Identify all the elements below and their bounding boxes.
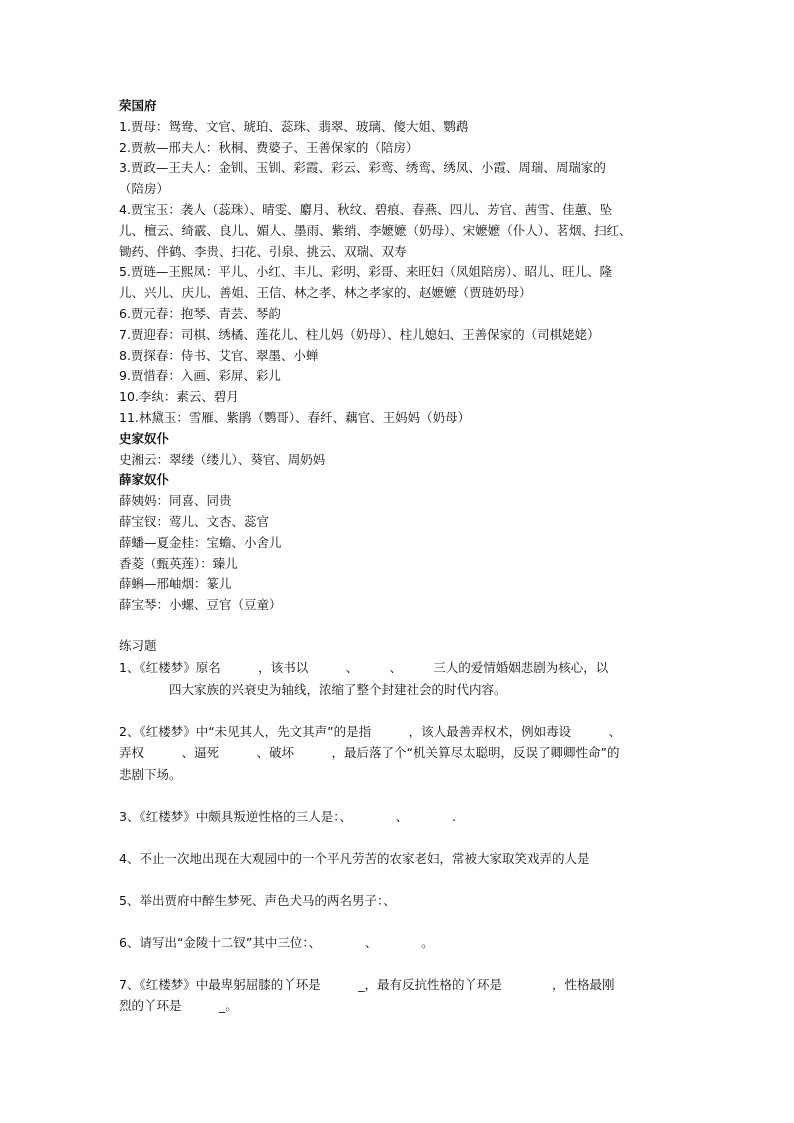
question-line: 2、《红楼梦》中“未见其人，先文其声”的是指 ，该人最善弄权术，例如毒设 、 — [119, 723, 622, 739]
list-item: 8.贾探春：侍书、艾官、翠墨、小蝉 — [119, 347, 319, 363]
question-line: 3、《红楼梦》中颇具叛逆性格的三人是：、 、 . — [119, 808, 456, 824]
list-item: 儿、檀云、绮霰、良儿、媚人、墨雨、紫绡、李嬷嬷（奶母）、宋嬷嬷（仆人）、茗烟、扫红、 — [119, 222, 632, 238]
document-page — [119, 96, 679, 1017]
list-item: （陪房） — [119, 181, 170, 197]
question-line: 四大家族的兴衰史为轴线，浓缩了整个封建社会的时代内容。 — [119, 681, 507, 697]
question-2 — [119, 721, 679, 786]
list-item: 4.贾宝玉：袭人（蕊珠）、晴雯、麝月、秋纹、碧痕、春燕、四儿、芳官、茜雪、佳蕙、坠 — [119, 201, 613, 217]
question-line: 悲剧下场。 — [119, 766, 182, 782]
list-item: 薛蟠—夏金桂：宝蟾、小舍儿 — [119, 534, 282, 550]
question-3 — [119, 806, 679, 828]
section-heading-shijia: 史家奴仆 — [119, 430, 170, 446]
question-5 — [119, 890, 679, 912]
question-1 — [119, 657, 679, 700]
list-item: 5.贾琏—王熙凤：平儿、小红、丰儿、彩明、彩哥、来旺妇（凤姐陪房）、昭儿、旺儿、隆 — [119, 264, 613, 280]
list-item: 10.李纨：素云、碧月 — [119, 389, 239, 405]
list-item: 11.林黛玉：雪雁、紫鹃（鹦哥）、春纤、藕官、王妈妈（奶母） — [119, 409, 471, 425]
list-item: 锄药、伴鹤、李贵、扫花、引泉、挑云、双瑞、双寿 — [119, 243, 407, 259]
list-item: 2.贾赦—邢夫人：秋桐、费婆子、王善保家的（陪房） — [119, 139, 419, 155]
list-item: 3.贾政—王夫人：金钏、玉钏、彩霞、彩云、彩鸾、绣鸾、绣凤、小霞、周瑞、周瑞家的 — [119, 160, 606, 176]
list-item: 儿、兴儿、庆儿、善姐、王信、林之孝、林之孝家的、赵嬷嬷（贾琏奶母） — [119, 285, 532, 301]
question-line: 烈的丫环是 _。 — [119, 998, 238, 1014]
question-line: 1、《红楼梦》原名 ，该书以 、 、 三人的爱情婚姻悲剧为核心，以 — [119, 660, 609, 676]
list-item: 7.贾迎春：司棋、绣橘、莲花儿、柱儿妈（奶母）、柱儿媳妇、王善保家的（司棋姥姥） — [119, 326, 600, 342]
question-line: 4、不止一次地出现在大观园中的一个平凡劳苦的农家老妇，常被大家取笑戏弄的人是 — [119, 850, 590, 866]
list-item: 薛宝琴：小螺、豆官（豆童） — [119, 597, 282, 613]
list-item: 薛姨妈：同喜、同贵 — [119, 493, 232, 509]
question-line: 5、举出贾府中醉生梦死、声色犬马的两名男子：、 — [119, 892, 396, 908]
list-item: 9.贾惜春：入画、彩屏、彩儿 — [119, 368, 281, 384]
list-item: 薛蝌—邢岫烟：篆儿 — [119, 576, 232, 592]
question-line: 弄权 、逼死 、破坏 ，最后落了个“机关算尽太聪明，反误了卿卿性命”的 — [119, 745, 620, 761]
question-7 — [119, 974, 679, 1017]
question-6 — [119, 932, 679, 954]
section-heading-rongguofu: 荣国府 — [119, 98, 157, 113]
question-4 — [119, 848, 679, 870]
list-item: 薛宝钗：莺儿、文杏、蕊官 — [119, 513, 270, 529]
list-item: 1.贾母：鸳鸯、文官、琥珀、蕊珠、翡翠、玻璃、傻大姐、鹦鹉 — [119, 118, 469, 134]
list-item: 香菱（甄英莲）：臻儿 — [119, 555, 238, 571]
question-line: 7、《红楼梦》中最卑躬屈膝的丫环是 _，最有反抗性格的丫环是 ，性格最刚 — [119, 976, 615, 992]
question-line: 6、请写出“金陵十二钗”其中三位：、 、 。 — [119, 934, 434, 950]
section-heading-xuejia: 薛家奴仆 — [119, 472, 170, 488]
list-item: 史湘云：翠缕（缕儿）、葵官、周奶妈 — [119, 451, 326, 467]
exercises-heading: 练习题 — [119, 638, 157, 654]
list-item: 6.贾元春：抱琴、青芸、琴韵 — [119, 305, 281, 321]
